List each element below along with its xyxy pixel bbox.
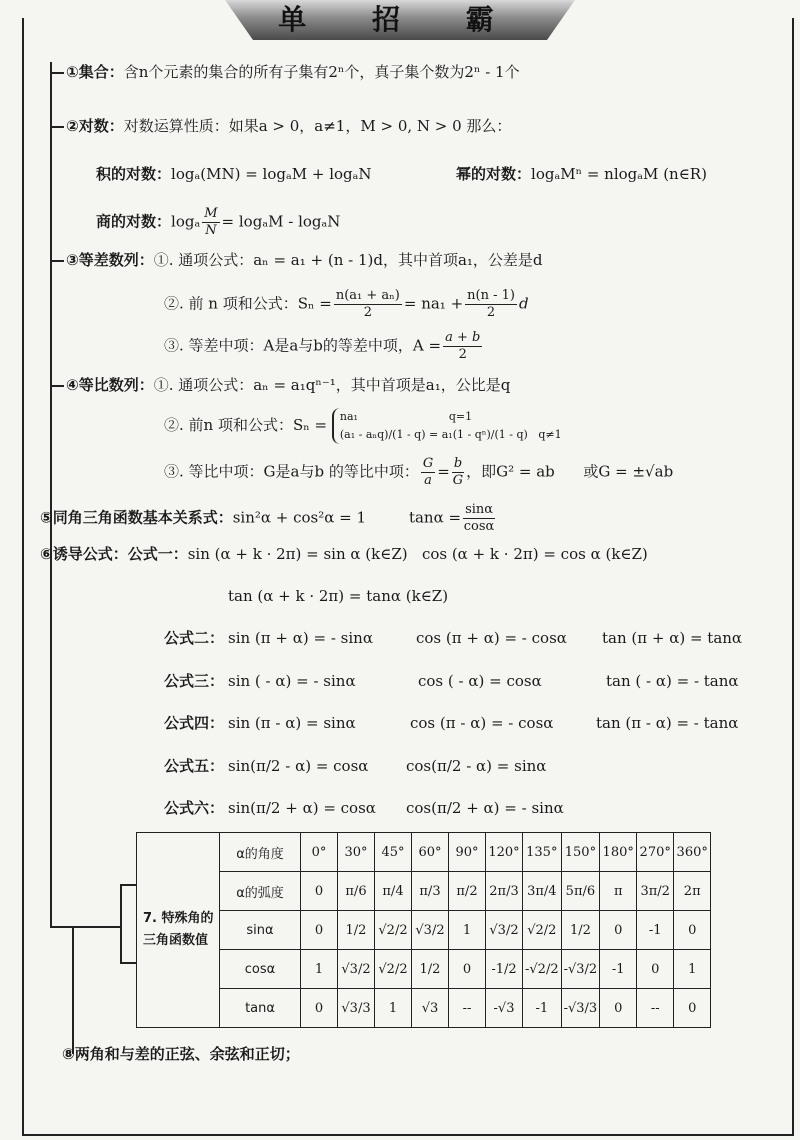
formula2-cos: cos (π + α) = - cosα (416, 629, 567, 647)
geo-sum-label: ②. 前n 项和公式：Sₙ = (164, 416, 328, 434)
table-row-head: sinα (220, 911, 301, 950)
table-cell: √2/2 (375, 950, 412, 989)
table-row-head: α的角度 (220, 833, 301, 872)
table-cell: 30° (338, 833, 375, 872)
formula6-sin: sin(π/2 + α) = cosα (228, 799, 376, 817)
formula2-sin: sin (π + α) = - sinα (228, 629, 373, 647)
table-cell: 2π/3 (486, 872, 523, 911)
table-cell: -- (637, 989, 674, 1028)
table-cell: 120° (486, 833, 523, 872)
table-cell: 0 (301, 911, 338, 950)
section-log-head: ②对数： (66, 117, 124, 135)
formula3 (164, 671, 224, 691)
table-cell: 3π/4 (523, 872, 562, 911)
table-cell: 180° (600, 833, 637, 872)
section-induction-head: ⑥诱导公式： (40, 545, 128, 563)
table-cell: 3π/2 (637, 872, 674, 911)
formula4-cos: cos (π - α) = - cosα (410, 714, 554, 732)
formula3-label: 公式三： (164, 672, 225, 690)
arith-sum-end: d (518, 294, 529, 313)
formula1-tan: tan (α + k · 2π) = tanα (k∈Z) (228, 587, 449, 605)
table-cell: π/3 (412, 872, 449, 911)
frac-num: G (422, 456, 434, 471)
table-cell: 2π (674, 872, 711, 911)
section-trig-identity (40, 502, 497, 535)
log-power (456, 164, 707, 184)
table-cell: 150° (561, 833, 600, 872)
log-power-label: 幂的对数： (456, 165, 532, 183)
arith-mean (164, 330, 484, 363)
table-cell: π/2 (449, 872, 486, 911)
table-bracket-bottom (120, 962, 136, 964)
log-quotient-lhs: logₐ (171, 212, 201, 231)
table-cell: -√3 (486, 989, 523, 1028)
geo-case1-cond: q=1 (448, 410, 473, 423)
section-sum-diff-head: ⑧两角和与差的正弦、余弦和正切； (62, 1045, 300, 1063)
frac-den: N (205, 223, 217, 238)
table-cell: 0 (301, 872, 338, 911)
table-cell: 1 (301, 950, 338, 989)
special-angle-table (136, 832, 711, 1028)
section-sum-diff (62, 1044, 300, 1064)
table-cell: 5π/6 (561, 872, 600, 911)
table-cell: √3/2 (338, 950, 375, 989)
table-cell: 0 (600, 989, 637, 1028)
formula3-cos: cos ( - α) = cosα (418, 672, 542, 690)
table-cell: 360° (674, 833, 711, 872)
arith-sum-label: ②. 前 n 项和公式：Sₙ = (164, 294, 332, 313)
arith-sum (164, 288, 529, 321)
table-row-head: tanα (220, 989, 301, 1028)
table-cell: π (600, 872, 637, 911)
section-induction (40, 544, 648, 564)
log-quotient-label: 商的对数： (96, 212, 172, 231)
frac-den: a (424, 473, 432, 488)
geo-mean-or: 或G = ±√ab (583, 462, 674, 481)
frac-num: a + b (445, 330, 481, 345)
table-cell: 0 (301, 989, 338, 1028)
frac-den: 2 (458, 347, 467, 362)
formula2-tan: tan (π + α) = tanα (602, 629, 743, 647)
formula5-cos: cos(π/2 - α) = sinα (406, 757, 547, 775)
geo-general-term: ①. 通项公式：aₙ = a₁qⁿ⁻¹，其中首项是a₁，公比是q (153, 376, 511, 394)
frac-num: n(a₁ + aₙ) (335, 288, 400, 303)
section-log-text: 对数运算性质：如果a > 0，a≠1，M > 0, N > 0 那么： (123, 117, 512, 135)
table-row (137, 872, 711, 911)
geo-case1: na₁ (339, 410, 358, 423)
formula6-label: 公式六： (164, 799, 225, 817)
formula1-sin: sin (α + k · 2π) = sin α (k∈Z) (187, 545, 408, 563)
formula3-sin: sin ( - α) = - sinα (228, 672, 356, 690)
table-cell: 0 (674, 989, 711, 1028)
table-bracket-top (120, 884, 136, 886)
table-cell: 135° (523, 833, 562, 872)
table-cell: 0 (637, 950, 674, 989)
table-cell: 60° (412, 833, 449, 872)
geo-sum-cases (332, 408, 562, 444)
log-product-label: 积的对数： (96, 165, 172, 183)
bracket-tick-7 (50, 926, 120, 928)
formula5 (164, 756, 224, 776)
geo-case2-cond: q≠1 (538, 428, 562, 441)
log-quotient-fraction (202, 206, 219, 239)
table-row-head: α的弧度 (220, 872, 301, 911)
table-cell: -√3/3 (561, 989, 600, 1028)
table-section-label: 7. 特殊角的三角函数值 (137, 833, 220, 1028)
geo-case2: (a₁ - aₙq)/(1 - q) = a₁(1 - qⁿ)/(1 - q) (339, 428, 528, 441)
arith-mean-frac (443, 330, 482, 363)
table-cell: -1 (637, 911, 674, 950)
formula3-tan: tan ( - α) = - tanα (606, 672, 739, 690)
frac-den: cosα (463, 519, 495, 534)
table-cell: √3/2 (486, 911, 523, 950)
geo-mean-frac1 (421, 456, 435, 489)
trig-tan-frac (463, 502, 495, 535)
section-geo (66, 375, 510, 395)
formula4-label: 公式四： (164, 714, 225, 732)
table-cell: √2/2 (375, 911, 412, 950)
table-cell: √3/3 (338, 989, 375, 1028)
table-cell: -- (449, 989, 486, 1028)
table-cell: 1/2 (561, 911, 600, 950)
arith-mean-label: ③. 等差中项：A是a与b的等差中项，A = (164, 336, 442, 355)
table-cell: -1/2 (486, 950, 523, 989)
table-cell: 0 (674, 911, 711, 950)
bracket-tick-1 (50, 72, 64, 74)
table-cell: π/4 (375, 872, 412, 911)
section-arith-head: ③等差数列： (66, 251, 154, 269)
bracket-spine (50, 62, 52, 928)
trig-pythagorean: sin²α + cos²α = 1 (232, 508, 367, 527)
geo-mean-eq: = (437, 462, 450, 481)
geo-mean-frac2 (452, 456, 464, 489)
trig-tan-lhs: tanα = (408, 508, 462, 527)
section-trig-identity-head: ⑤同角三角函数基本关系式： (40, 508, 233, 527)
formula5-sin: sin(π/2 - α) = cosα (228, 757, 369, 775)
bracket-lower (72, 926, 74, 1054)
formula2-label: 公式二： (164, 629, 225, 647)
table-cell: 0 (600, 911, 637, 950)
table-cell: -√2/2 (523, 950, 562, 989)
geo-sum (164, 408, 562, 444)
table-cell: √2/2 (523, 911, 562, 950)
formula6-cos: cos(π/2 + α) = - sinα (406, 799, 564, 817)
table-cell: 0 (449, 950, 486, 989)
section-log (66, 116, 511, 136)
formula4-sin: sin (π - α) = sinα (228, 714, 356, 732)
table-cell: 270° (637, 833, 674, 872)
arith-sum-mid: = na₁ + (403, 294, 464, 313)
table-cell: 45° (375, 833, 412, 872)
formula6 (164, 798, 224, 818)
geo-mean-tail: ，即G² = ab (466, 462, 555, 481)
section-set-head: ①集合： (66, 63, 124, 81)
arith-sum-frac2 (465, 288, 517, 321)
table-bracket (120, 884, 122, 964)
frac-num: M (204, 206, 218, 221)
table-cell: -1 (523, 989, 562, 1028)
log-power-formula: logₐMⁿ = nlogₐM (n∈R) (531, 165, 707, 183)
log-quotient-rhs: = logₐM - logₐN (221, 212, 341, 231)
table-cell: 0° (301, 833, 338, 872)
log-quotient (96, 206, 340, 239)
formula5-label: 公式五： (164, 757, 225, 775)
formula4 (164, 713, 224, 733)
formula1-cos: cos (α + k · 2π) = cos α (k∈Z) (421, 545, 648, 563)
geo-mean (164, 456, 673, 489)
page-title: 单 招 霸 (278, 3, 522, 36)
arith-sum-frac1 (334, 288, 402, 321)
frac-den: G (452, 473, 464, 488)
table-cell: √3 (412, 989, 449, 1028)
bracket-tick-4 (50, 385, 64, 387)
frac-den: 2 (363, 305, 372, 320)
section-set-text: 含n个元素的集合的所有子集有2ⁿ个，真子集个数为2ⁿ - 1个 (123, 63, 520, 81)
table-cell: √3/2 (412, 911, 449, 950)
table-cell: -√3/2 (561, 950, 600, 989)
table-cell: 1 (449, 911, 486, 950)
trig-values-table (136, 832, 711, 1028)
table-row (137, 833, 711, 872)
frac-num: b (453, 456, 463, 471)
table-cell: 90° (449, 833, 486, 872)
section-arith (66, 250, 543, 270)
log-product (96, 164, 372, 184)
section-geo-head: ④等比数列： (66, 376, 154, 394)
table-cell: 1/2 (412, 950, 449, 989)
bracket-tick-2 (50, 126, 64, 128)
frac-den: 2 (486, 305, 496, 320)
table-cell: 1/2 (338, 911, 375, 950)
frac-num: sinα (465, 502, 494, 517)
arith-general-term: ①. 通项公式：aₙ = a₁ + (n - 1)d，其中首项a₁，公差是d (153, 251, 543, 269)
table-row (137, 911, 711, 950)
table-row (137, 950, 711, 989)
table-cell: 1 (674, 950, 711, 989)
formula2 (164, 628, 224, 648)
frac-num: n(n - 1) (467, 288, 515, 303)
formula1-label: 公式一： (127, 545, 188, 563)
table-cell: 1 (375, 989, 412, 1028)
geo-mean-label: ③. 等比中项：G是a与b 的等比中项： (164, 462, 419, 481)
table-cell: π/6 (338, 872, 375, 911)
table-row (137, 989, 711, 1028)
bracket-tick-3 (50, 260, 64, 262)
formula4-tan: tan (π - α) = - tanα (596, 714, 739, 732)
table-row-head: cosα (220, 950, 301, 989)
section-set (66, 62, 520, 82)
table-cell: -1 (600, 950, 637, 989)
log-product-formula: logₐ(MN) = logₐM + logₐN (171, 165, 372, 183)
